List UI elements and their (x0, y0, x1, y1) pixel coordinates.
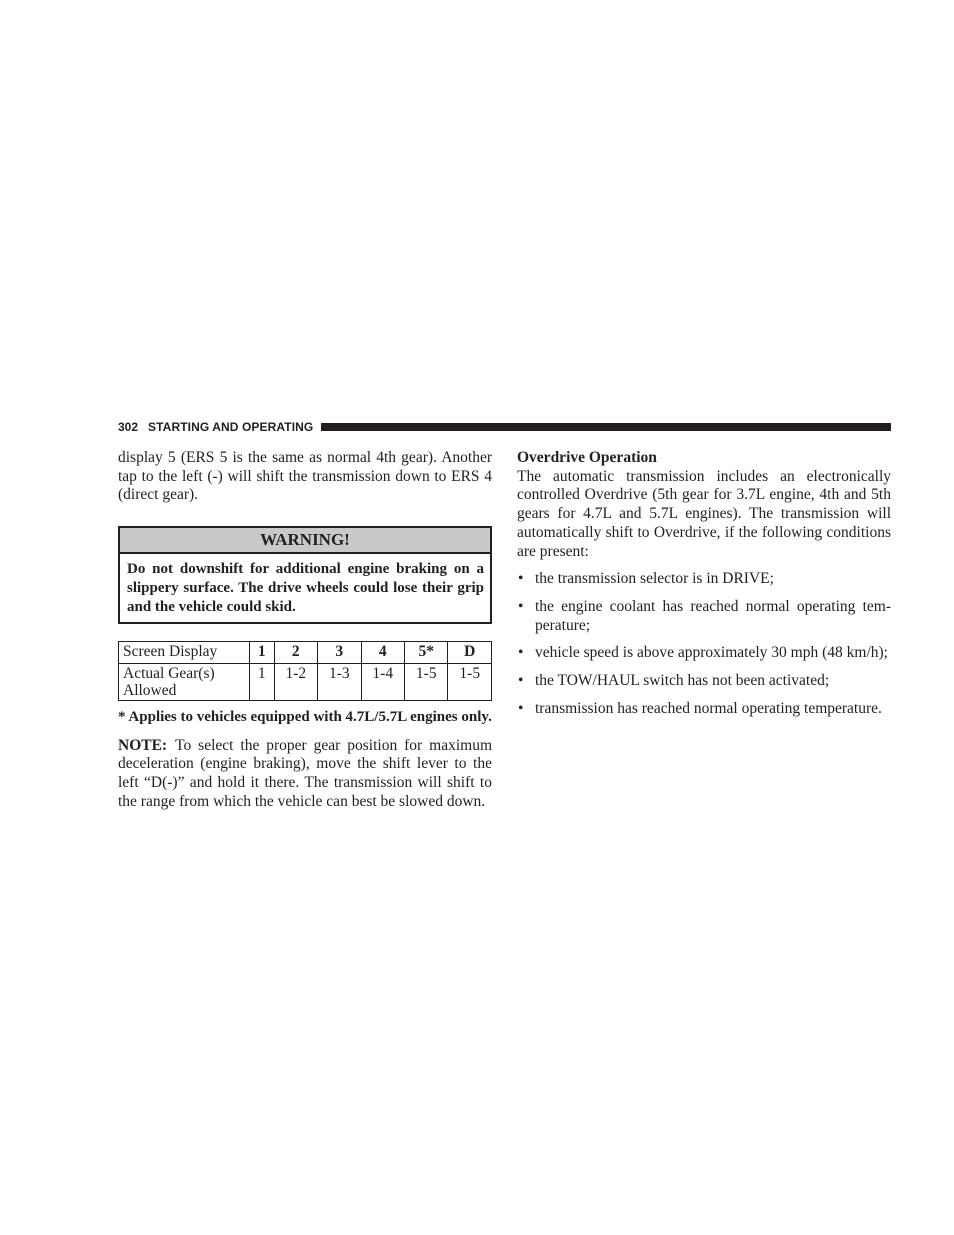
gear-table-col: 3 (318, 642, 361, 664)
gear-table-cell: 1-5 (405, 663, 448, 700)
list-item (517, 672, 891, 691)
section-title: STARTING AND OPERATING (148, 420, 314, 434)
left-intro-paragraph: display 5 (ERS 5 is the same as normal 4th gear). Another tap to the left (-) will shift the transmission down to ERS 4 (direct gear). (118, 449, 492, 504)
overdrive-heading: Overdrive Operation (517, 449, 657, 466)
gear-table-header-label: Screen Display (119, 642, 250, 664)
gear-table-col: D (448, 642, 492, 664)
gear-table (118, 641, 492, 701)
list-item-text: transmission has reached normal operating temperature. (535, 699, 882, 717)
gear-table-col: 1 (250, 642, 275, 664)
gear-table-cell: 1-4 (361, 663, 404, 700)
bullet-icon: • (518, 644, 524, 662)
table-footnote: * Applies to vehicles equipped with 4.7L/5.7L engines only. (118, 708, 492, 725)
gear-table-cell: 1-3 (318, 663, 361, 700)
left-column (118, 449, 492, 811)
gear-table-row (119, 663, 492, 700)
gear-table-header-row (119, 642, 492, 664)
list-item (517, 570, 891, 589)
page-header (118, 419, 891, 435)
bullet-icon: • (518, 597, 524, 615)
list-item (517, 644, 891, 663)
bullet-icon: • (518, 570, 524, 588)
overdrive-intro-paragraph: The automatic transmission includes an electronically controlled Overdrive (5th gear for 3.7L engine, 4th and 5th gears for 4.7L and 5.7L engines). The transmission will automatically shift to Overdrive, if the following conditions are present: (517, 467, 891, 560)
warning-body: Do not downshift for additional engine braking on a slippery surface. The drive wheels could lose their grip and the vehicle could skid. (127, 561, 484, 615)
bullet-icon: • (518, 672, 524, 690)
right-column (517, 449, 891, 727)
list-item-text: vehicle speed is above approximately 30 mph (48 km/h); (535, 644, 888, 662)
gear-table-col: 5* (405, 642, 448, 664)
note-label: NOTE: (118, 736, 168, 754)
list-item (517, 700, 891, 719)
gear-table-col: 4 (361, 642, 404, 664)
list-item (517, 598, 891, 635)
gear-table-cell: 1 (250, 663, 275, 700)
gear-table-col: 2 (274, 642, 317, 664)
warning-title: WARNING! (120, 528, 490, 554)
warning-box (118, 526, 492, 624)
gear-table-row-label: Actual Gear(s) Allowed (119, 663, 250, 700)
header-rule (321, 423, 891, 431)
note-text: To select the proper gear position for maximum deceleration (engine braking), move the shift lever to the left “D(-)” and hold it there. The transmission will shift to the range from which the vehicle can best be slowed down. (118, 736, 492, 810)
list-item-text: the transmission selector is in DRIVE; (535, 570, 774, 588)
gear-table-cell: 1-2 (274, 663, 317, 700)
page-number: 302 (118, 420, 139, 434)
note-paragraph (118, 737, 492, 812)
conditions-list (517, 570, 891, 718)
gear-table-cell: 1-5 (448, 663, 492, 700)
list-item-text: the engine coolant has reached normal operating tem- perature; (535, 597, 891, 634)
list-item-text: the TOW/HAUL switch has not been activated; (535, 672, 830, 690)
bullet-icon: • (518, 699, 524, 717)
